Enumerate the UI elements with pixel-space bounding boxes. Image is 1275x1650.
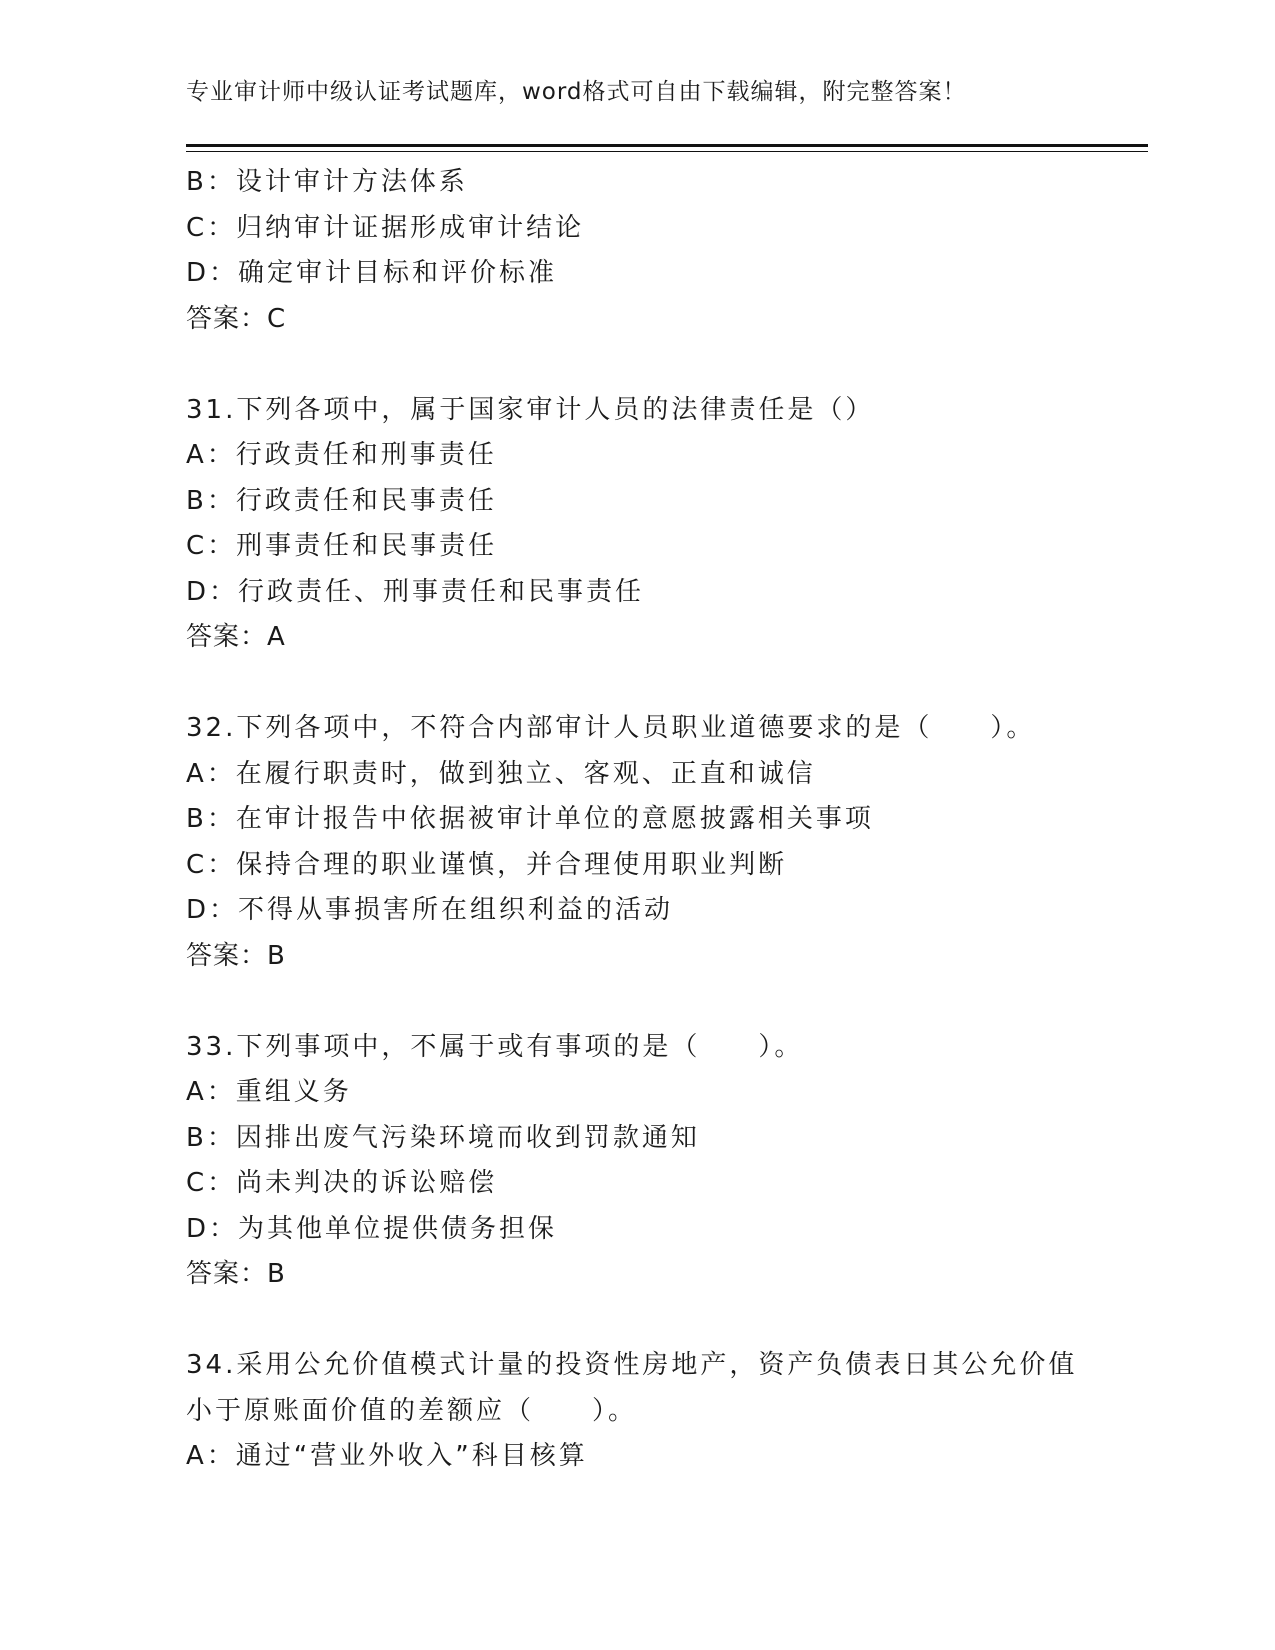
option-c: C：尚未判决的诉讼赔偿 — [186, 1168, 498, 1198]
question-stem: 33.下列事项中，不属于或有事项的是（ ）。 — [186, 1031, 804, 1062]
spacer — [186, 1298, 1086, 1344]
option-b: B：在审计报告中依据被审计单位的意愿披露相关事项 — [186, 804, 874, 834]
answer-line: 答案：B — [186, 940, 286, 971]
option-d: D：行政责任、刑事责任和民事责任 — [186, 576, 645, 607]
option-b: B：设计审计方法体系 — [186, 167, 468, 197]
answer-line: 答案：A — [186, 622, 286, 652]
option-d: D：确定审计目标和评价标准 — [186, 258, 558, 288]
option-a: A：行政责任和刑事责任 — [186, 440, 497, 470]
question-stem-continued: 小于原账面价值的差额应（ ）。 — [186, 1395, 638, 1426]
question-stem: 31.下列各项中，属于国家审计人员的法律责任是（） — [186, 394, 875, 425]
option-a: A：重组义务 — [186, 1077, 352, 1107]
answer-line: 答案：C — [186, 303, 287, 334]
option-c: C：保持合理的职业谨慎，并合理使用职业判断 — [186, 849, 788, 880]
page-header: 专业审计师中级认证考试题库，word格式可自由下载编辑，附完整答案！ — [186, 79, 967, 105]
spacer — [186, 661, 1086, 707]
option-a: A：通过“营业外收入”科目核算 — [186, 1441, 588, 1471]
spacer — [186, 342, 1086, 388]
option-a: A：在履行职责时，做到独立、客观、正直和诚信 — [186, 758, 816, 789]
option-d: D：为其他单位提供债务担保 — [186, 1213, 558, 1244]
option-c: C：刑事责任和民事责任 — [186, 531, 498, 561]
option-b: B：因排出废气污染环境而收到罚款通知 — [186, 1122, 700, 1153]
answer-line: 答案：B — [186, 1259, 286, 1289]
question-content — [186, 160, 1086, 1480]
spacer — [186, 979, 1086, 1025]
question-stem: 32.下列各项中，不符合内部审计人员职业道德要求的是（ ）。 — [186, 713, 1036, 743]
header-rule-thin — [186, 151, 1148, 152]
option-c: C：归纳审计证据形成审计结论 — [186, 212, 585, 243]
option-d: D：不得从事损害所在组织利益的活动 — [186, 895, 674, 925]
question-stem: 34.采用公允价值模式计量的投资性房地产，资产负债表日其公允价值 — [186, 1350, 1078, 1380]
option-b: B：行政责任和民事责任 — [186, 485, 497, 516]
header-rule-thick — [186, 144, 1148, 147]
